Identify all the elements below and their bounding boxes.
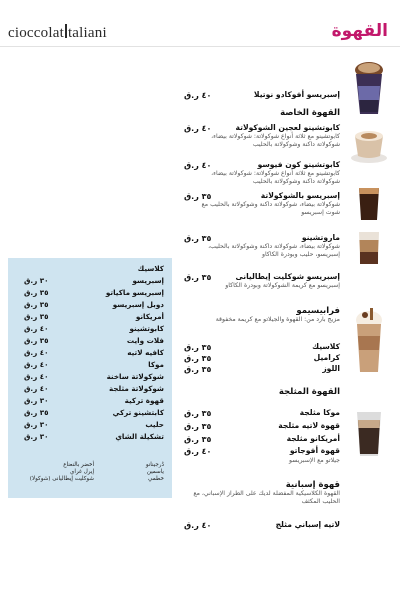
- milk-option: أخضر بالنعناع: [63, 462, 94, 468]
- menu-item: [190, 272, 340, 290]
- item-desc: إسبريسو مع كريمة الشوكولاتة وبودرة الكاكاو: [225, 282, 340, 289]
- item-name: إسبريسو أفوكادو نوتيلا: [253, 90, 340, 99]
- item-name: تشكيلة الشاي: [115, 432, 164, 441]
- item-name: كابوتشينو كون فيوسو: [257, 160, 340, 169]
- header-divider: [0, 46, 400, 47]
- list-item: [8, 408, 172, 419]
- item-price: ٤٠ ر.ق: [24, 384, 49, 393]
- section-title: قهوة إسبانية: [285, 480, 340, 490]
- milk-col-2: [14, 462, 94, 483]
- item-name: إسبريسو شوكليت إيطاليانى: [235, 272, 340, 281]
- menu-item-name: اللوز: [322, 364, 340, 373]
- avocado-nutella-image: [348, 60, 390, 118]
- list-item: [8, 324, 172, 335]
- frappe-section: [190, 306, 340, 324]
- item-price: ٣٥ ر.ق: [184, 422, 212, 431]
- item-price: ٣٠ ر.ق: [24, 396, 49, 405]
- list-item: [8, 300, 172, 311]
- item-name: كابوتشينو: [129, 324, 164, 333]
- item-name: شوكولاتة ساخنة: [106, 372, 164, 381]
- section-title: فرابيسيمو: [296, 306, 340, 316]
- item-name: دوبل إسبريسو: [112, 300, 164, 309]
- milk-option: خطمي: [148, 476, 164, 482]
- list-item: [8, 348, 172, 359]
- item-price: ٤٠ ر.ق: [184, 124, 212, 133]
- item-price: ٤٠ ر.ق: [184, 91, 212, 100]
- menu-item: [190, 123, 340, 149]
- item-name: حليب: [145, 420, 164, 429]
- menu-item-name: كلاسيك: [312, 342, 340, 351]
- list-item: [8, 420, 172, 431]
- menu-item-name: قهوة لاتيه مثلجة: [278, 421, 340, 430]
- menu-item-name: قهوة أفوجاتو: [289, 446, 340, 455]
- item-price: ٣٥ ر.ق: [24, 312, 49, 321]
- item-price: ٣٥ ر.ق: [184, 435, 212, 444]
- item-price: ٣٥ ر.ق: [24, 300, 49, 309]
- item-name: كابتشينو تركي: [112, 408, 164, 417]
- item-name: موكا: [148, 360, 164, 369]
- item-price: ٣٠ ر.ق: [24, 420, 49, 429]
- milk-option: شوكليت إيطاليانى (شوكولا): [29, 476, 94, 482]
- list-item: [8, 288, 172, 299]
- item-price: ٣٠ ر.ق: [24, 432, 49, 441]
- item-price: ٤٠ ر.ق: [184, 161, 212, 170]
- item-price: ٣٥ ر.ق: [24, 408, 49, 417]
- item-name: إسبريسو: [132, 276, 164, 285]
- item-price: ٣٥ ر.ق: [184, 192, 212, 201]
- menu-item-name: موكا مثلجة: [299, 408, 340, 417]
- menu-item: [190, 160, 340, 186]
- brand-right: taliani: [67, 25, 107, 41]
- list-item: [8, 396, 172, 407]
- list-item: [8, 432, 172, 443]
- item-price: ٤٠ ر.ق: [24, 372, 49, 381]
- milk-option: إيرل غراي: [70, 469, 94, 475]
- item-price: ٣٥ ر.ق: [184, 354, 212, 363]
- list-item: [8, 384, 172, 395]
- item-price: ٤٠ ر.ق: [24, 348, 49, 357]
- section-title: القهوة الخاصة: [280, 108, 340, 118]
- menu-item: [190, 233, 340, 259]
- item-price: ٣٥ ر.ق: [184, 409, 212, 418]
- item-desc: جيلاتو مع الإسبريسو: [289, 457, 340, 464]
- item-name: قهوة تركية: [124, 396, 164, 405]
- section-desc: القهوة الكلاسيكية المفضلة لديك على الطراز الإسباني، مع الحليب المكثف: [193, 490, 340, 505]
- marocchino-image: [348, 228, 390, 266]
- frappe-image: [348, 306, 390, 376]
- list-item: [8, 276, 172, 287]
- item-price: ٣٥ ر.ق: [184, 365, 212, 374]
- item-price: ٤٠ ر.ق: [184, 521, 212, 530]
- menu-item-name: أمريكانو مثلجة: [286, 434, 340, 443]
- item-price: ٣٥ ر.ق: [184, 343, 212, 352]
- chocolate-espresso-image: [348, 184, 390, 222]
- brand-logo: [8, 24, 107, 42]
- milk-option: ياسمين: [146, 469, 164, 475]
- brand-divider: [65, 24, 67, 38]
- list-item: [8, 312, 172, 323]
- iced-coffee-image: [348, 406, 390, 458]
- menu-item-name: كراميل: [313, 353, 340, 362]
- list-item: [8, 336, 172, 347]
- item-name: أمريكانو: [135, 312, 164, 321]
- item-desc-row: [190, 457, 340, 465]
- section-title: القهوة المثلجة: [278, 387, 340, 397]
- item-name: إسبريسو بالشوكولاتة: [260, 191, 340, 200]
- milk-col-1: [104, 462, 164, 483]
- milk-option: دُرجينانو: [145, 462, 164, 468]
- panel-title: كلاسيك: [137, 264, 164, 273]
- item-price: ٣٥ ر.ق: [24, 336, 49, 345]
- item-price: ٤٠ ر.ق: [184, 447, 212, 456]
- page-title: القهوة: [331, 21, 388, 41]
- item-price: ٣٠ ر.ق: [24, 276, 49, 285]
- item-price: ٤٠ ر.ق: [24, 324, 49, 333]
- item-desc: كابوتشينو مع ثلاثة أنواع شوكولاتة: شوكولاتة بيضاء، شوكولاتة داكنة وشوكولاتة بالحليب: [211, 133, 340, 148]
- cappuccino-image: [348, 122, 390, 166]
- menu-item: [190, 191, 340, 217]
- item-name: شوكولاتة مثلجة: [108, 384, 164, 393]
- item-name: إسبريسو ماكياتو: [105, 288, 164, 297]
- panel-heading-row: [8, 264, 172, 275]
- item-price: ٣٥ ر.ق: [184, 273, 212, 282]
- list-item: [8, 360, 172, 371]
- spanish-section: [190, 480, 340, 506]
- item-name: ماروتشينو: [301, 233, 340, 242]
- item-name: فلات وايت: [126, 336, 164, 345]
- list-item: [8, 372, 172, 383]
- item-desc: كابوتشينو مع ثلاثة أنواع شوكولاتة: شوكولاتة بيضاء، شوكولاتة داكنة وشوكولاتة بالحليب: [211, 170, 340, 185]
- item-name: كابوتشينو لعجين الشوكولاتة: [235, 123, 340, 132]
- item-name: كافيه لاتيه: [127, 348, 164, 357]
- section-desc: مزيج بارد من: القهوة والجيلاتو مع كريمة مخفوقة: [215, 316, 340, 323]
- item-price: ٤٠ ر.ق: [24, 360, 49, 369]
- item-desc: شوكولاتة بيضاء، شوكولاتة داكنة وشوكولاتة بالحليب، إسبريسو، حليب وبودرة الكاكاو: [208, 243, 340, 258]
- item-price: ٣٥ ر.ق: [184, 234, 212, 243]
- item-price: ٣٥ ر.ق: [24, 288, 49, 297]
- brand-left: cioccolat: [8, 25, 64, 41]
- menu-item-name: لاتيه إسباني مثلج: [275, 520, 340, 529]
- item-desc: شوكولاتة بيضاء، شوكولاتة داكنة وشوكولاتة بالحليب مع شوت إسبريسو: [201, 201, 340, 216]
- classic-panel: [8, 258, 172, 498]
